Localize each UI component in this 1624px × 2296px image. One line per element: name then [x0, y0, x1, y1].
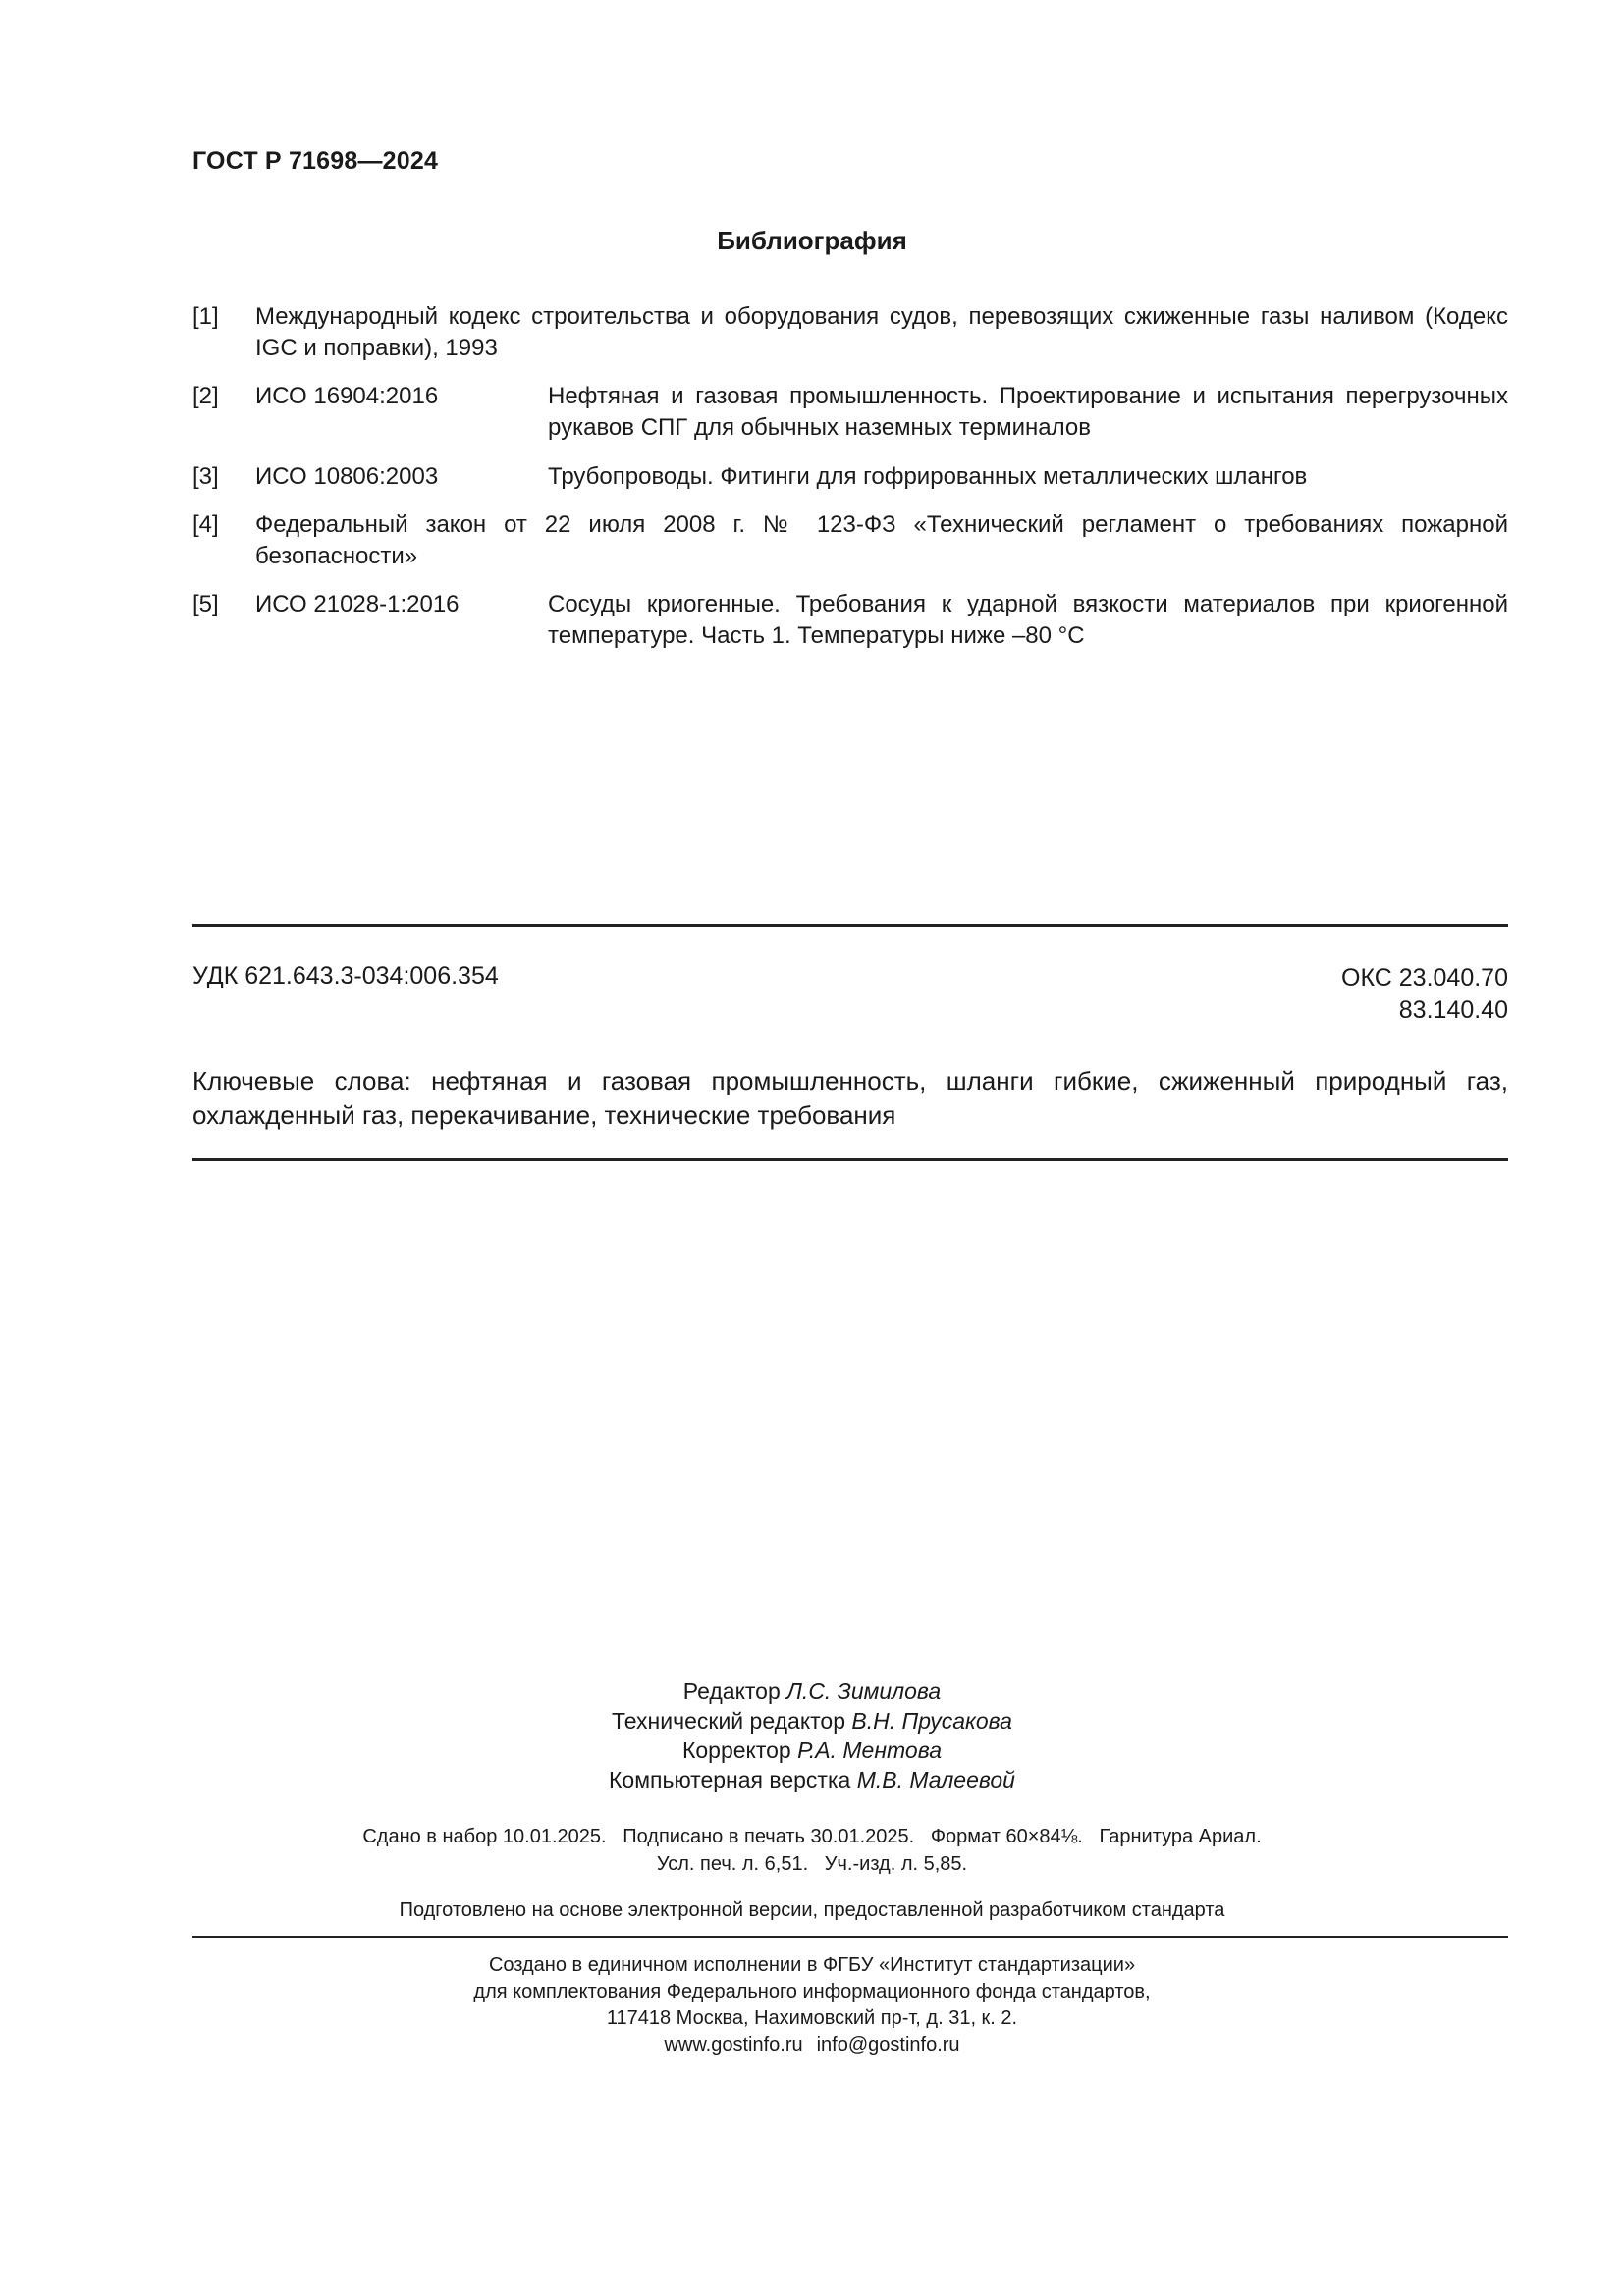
entry-number: [1]	[192, 303, 219, 330]
editor-role: Технический редактор	[612, 1708, 846, 1734]
entry-code: ИСО 10806:2003	[255, 463, 439, 490]
footer-line-2: для комплектования Федерального информационного фонда стандартов,	[473, 1981, 1151, 2002]
editor-name: Р.А. Ментова	[797, 1737, 942, 1763]
publisher-footer	[0, 1952, 1624, 2058]
entry-title: Сосуды криогенные. Требования к ударной вязкости материалов при криогенной температуре. Часть 1. Температуры ниже –80 °C	[548, 591, 1508, 649]
editor-name: Л.С. Зимилова	[786, 1679, 942, 1704]
editor-line	[0, 1706, 1624, 1735]
footer-links	[0, 2032, 1624, 2058]
udk-code: УДК 621.643.3-034:006.354	[192, 962, 499, 989]
keywords: Ключевые слова: нефтяная и газовая промышленность, шланги гибкие, сжиженный природный газ, охлажденный газ, перекачивание, технические требования	[192, 1066, 1508, 1130]
editor-name: В.Н. Прусакова	[851, 1708, 1012, 1734]
bibliography-entry	[0, 381, 1624, 450]
entry-code: ИСО 21028-1:2016	[255, 591, 460, 617]
bibliography-entry	[0, 509, 1624, 578]
oks-line-1: ОКС 23.040.70	[1341, 964, 1508, 991]
editor-line	[0, 1677, 1624, 1706]
entry-number: [3]	[192, 463, 219, 490]
print-info	[0, 1823, 1624, 1878]
oks-codes	[1341, 962, 1508, 1027]
oks-line-2: 83.140.40	[1398, 996, 1508, 1024]
entry-number: [2]	[192, 383, 219, 409]
editor-line	[0, 1765, 1624, 1794]
bibliography-entry	[0, 301, 1624, 370]
entry-number: [5]	[192, 591, 219, 617]
entry-title: Трубопроводы. Фитинги для гофрированных металлических шлангов	[548, 463, 1308, 490]
footer-line-3: 117418 Москва, Нахимовский пр-т, д. 31, к. 2.	[606, 2007, 1018, 2029]
bibliography-title: Библиография	[717, 226, 907, 255]
editors-block	[0, 1677, 1624, 1794]
divider-top	[192, 924, 1508, 927]
divider-keywords	[192, 1158, 1508, 1161]
entry-title: Международный кодекс строительства и оборудования судов, перевозящих сжиженные газы наливом (Кодекс IGC и поправки), 1993	[255, 303, 1508, 361]
divider-footer	[192, 1936, 1508, 1938]
prepared-note: Подготовлено на основе электронной версии, предоставленной разработчиком стандарта	[399, 1899, 1225, 1921]
footer-line-1: Создано в единичном исполнении в ФГБУ «Институт стандартизации»	[488, 1954, 1136, 1976]
standard-code: ГОСТ Р 71698—2024	[192, 147, 439, 175]
print-info-line-1: Сдано в набор 10.01.2025. Подписано в печать 30.01.2025. Формат 60×84⅛. Гарнитура Ариал.	[362, 1826, 1262, 1847]
bibliography-entry	[0, 461, 1624, 497]
bibliography-entry	[0, 589, 1624, 658]
editor-role: Редактор	[682, 1679, 781, 1704]
website-link[interactable]: www.gostinfo.ru	[664, 2034, 803, 2056]
editor-role: Компьютерная верстка	[609, 1767, 851, 1792]
editor-role: Корректор	[681, 1737, 791, 1763]
entry-title: Нефтяная и газовая промышленность. Проектирование и испытания перегрузочных рукавов СПГ для обычных наземных терминалов	[548, 383, 1508, 441]
entry-number: [4]	[192, 511, 219, 538]
entry-title: Федеральный закон от 22 июля 2008 г. № 123-ФЗ «Технический регламент о требованиях пожарной безопасности»	[255, 511, 1508, 569]
print-info-line-2: Усл. печ. л. 6,51. Уч.-изд. л. 5,85.	[656, 1853, 968, 1875]
editor-name: М.В. Малеевой	[856, 1767, 1015, 1792]
entry-code: ИСО 16904:2016	[255, 383, 439, 409]
editor-line	[0, 1735, 1624, 1765]
email-link[interactable]: info@gostinfo.ru	[816, 2034, 960, 2056]
